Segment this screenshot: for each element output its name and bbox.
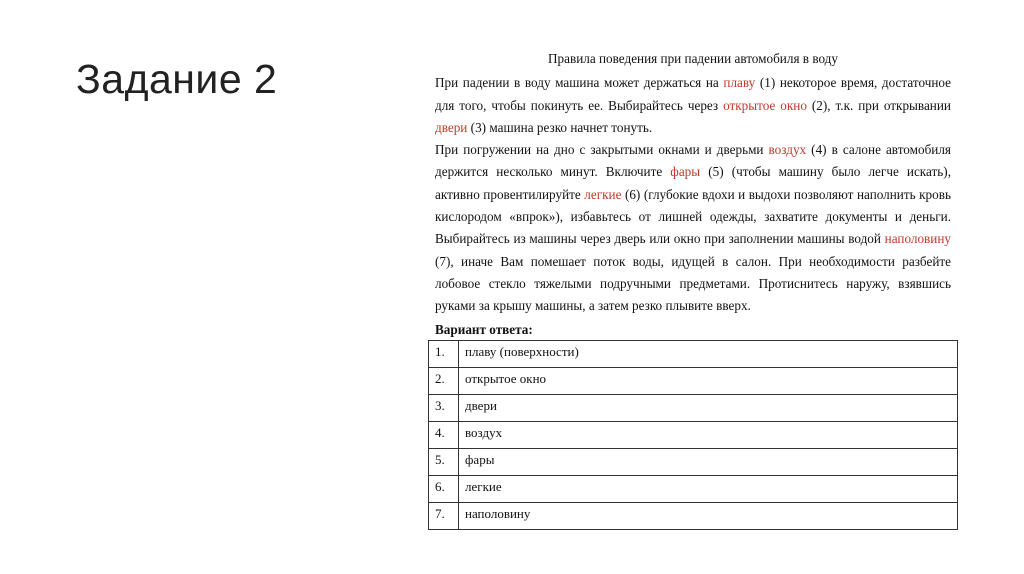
paragraph-text: При погружении на дно с закрытыми окнами и дверьми	[435, 142, 769, 158]
highlighted-answer: двери	[435, 119, 468, 135]
answer-text: фары	[459, 449, 958, 476]
paragraph-text: При падении в воду машина может держаться на	[435, 75, 724, 91]
answer-text: плаву (поверхности)	[459, 341, 958, 368]
paragraph-text: (1) некоторое время, достаточное для того, чтобы покинуть ее. Выбирайтесь через	[435, 75, 951, 113]
paragraph-2	[435, 139, 951, 317]
table-row	[429, 449, 958, 476]
answer-number: 3.	[429, 395, 459, 422]
answer-number: 1.	[429, 341, 459, 368]
answer-label: Вариант ответа:	[435, 321, 533, 337]
paragraph-text: (2), т.к. при открывании	[806, 97, 951, 113]
table-row	[429, 395, 958, 422]
answer-number: 4.	[429, 422, 459, 449]
table-row	[429, 422, 958, 449]
answers-table	[428, 340, 958, 530]
paragraph-text: (5) (чтобы машину было легче искать), активно провентилируйте	[435, 164, 951, 202]
highlighted-answer: открытое окно	[723, 97, 807, 113]
paragraph-text: (4) в салоне автомобиля держится несколько минут. Включите	[435, 142, 951, 180]
answer-text: двери	[459, 395, 958, 422]
table-row	[429, 368, 958, 395]
answer-text: наполовину	[459, 503, 958, 530]
highlighted-answer: наполовину	[884, 231, 951, 247]
answer-number: 6.	[429, 476, 459, 503]
table-row	[429, 476, 958, 503]
answer-number: 2.	[429, 368, 459, 395]
answer-text: воздух	[459, 422, 958, 449]
paragraph-text: (3) машина резко начнет тонуть.	[467, 119, 653, 135]
slide-title: Задание 2	[76, 56, 278, 102]
answer-text: легкие	[459, 476, 958, 503]
table-row	[429, 503, 958, 530]
highlighted-answer: плаву	[723, 75, 756, 91]
answer-number: 7.	[429, 503, 459, 530]
highlighted-answer: фары	[670, 164, 701, 180]
answer-text: открытое окно	[459, 368, 958, 395]
highlighted-answer: легкие	[584, 186, 622, 202]
table-row	[429, 341, 958, 368]
paragraph-1	[435, 72, 951, 139]
document-heading: Правила поведения при падении автомобиля в воду	[548, 51, 838, 66]
highlighted-answer: воздух	[768, 142, 807, 158]
paragraph-text: (6) (глубокие вдохи и выдохи позволяют наполнить кровь кислородом «впрок»), избавьтесь от лишней одежды, захватите документы и деньги. Выбирайтесь из машины через дверь или окно при заполнении машины водой	[435, 186, 951, 247]
answer-number: 5.	[429, 449, 459, 476]
paragraph-text: (7), иначе Вам помешает поток воды, идущей в салон. При необходимости разбейте лобовое стекло тяжелыми подручными предметами. Протиснитесь наружу, взявшись руками за крышу машины, а затем резко плывите вверх.	[435, 253, 951, 314]
document-scan	[435, 48, 951, 341]
